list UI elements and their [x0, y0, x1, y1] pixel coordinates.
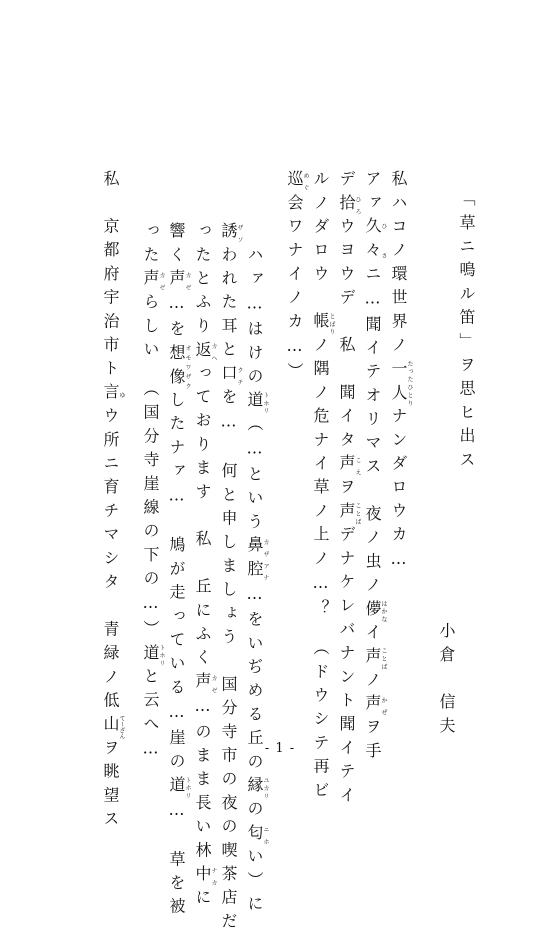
- ruby-base: 巡: [285, 170, 304, 194]
- text-run: …をいぢめる丘の: [245, 583, 264, 777]
- text-run: 「草ニ鳴ル笛」ヲ思ヒ出ス: [457, 190, 476, 475]
- ruby-annotated-word: [219, 364, 243, 388]
- ruby-reading: めぐ: [302, 170, 309, 194]
- text-run: 私ハコノ環世界ノ: [389, 170, 408, 360]
- text-run: ルノダロウ: [311, 170, 330, 313]
- ruby-base: 声: [363, 647, 382, 671]
- ruby-annotated-word: [337, 501, 361, 526]
- ruby-reading: かぜ: [380, 694, 387, 719]
- text-run: 小倉 信夫: [437, 622, 456, 741]
- ruby-annotated-word: [167, 343, 191, 391]
- ruby-reading: ザソ: [236, 222, 243, 246]
- text-run: の: [245, 800, 264, 824]
- ruby-base: 返: [193, 340, 212, 365]
- ruby-reading: カゼ: [158, 269, 165, 294]
- text-run: らしい （国分寺崖線の下の…）: [141, 293, 160, 644]
- ruby-reading: こえ: [354, 454, 361, 479]
- ruby-annotated-word: [337, 193, 361, 218]
- ruby-annotated-word: [141, 269, 165, 294]
- text-run: ノ: [363, 670, 382, 695]
- ruby-reading: とばり: [328, 312, 335, 336]
- text-run: （…という: [245, 414, 264, 537]
- ruby-base: 儚: [363, 599, 382, 624]
- ruby-annotated-word: [363, 217, 387, 265]
- body-col-2: [364, 170, 387, 766]
- text-run: ヲ手: [363, 718, 382, 766]
- ruby-reading: ゆ: [118, 383, 125, 407]
- author-column: [438, 622, 454, 741]
- ruby-annotated-word: [101, 714, 125, 739]
- ruby-annotated-word: [193, 340, 217, 365]
- ruby-reading: ユカリ: [262, 776, 269, 801]
- ruby-base: 鼻腔: [245, 536, 264, 584]
- ruby-annotated-word: [167, 269, 191, 294]
- ruby-annotated-word: [193, 864, 217, 889]
- text-run: 会ワナイノカ…）: [285, 193, 304, 387]
- text-run: ウ所ニ育チマシタ 青緑ノ低: [101, 407, 120, 716]
- ruby-base: 口: [219, 364, 238, 388]
- ruby-annotated-word: [245, 823, 269, 848]
- body-col-3: [338, 170, 361, 810]
- ruby-base: 道: [245, 391, 264, 415]
- text-run: ウヨウデ 私 聞イタ: [337, 217, 356, 455]
- text-run: ヲ: [337, 478, 356, 502]
- ruby-reading: ナカ: [210, 864, 217, 889]
- text-run: われた耳と: [219, 245, 238, 365]
- text-run: 私 京都府宇治市ト: [101, 170, 120, 384]
- ruby-base: 声: [337, 454, 356, 479]
- ruby-reading: ひさ: [380, 217, 387, 265]
- body-col-5: [286, 170, 309, 386]
- text-run: ったとふり: [193, 222, 212, 341]
- ruby-reading: ことば: [354, 501, 361, 526]
- text-run: ニ…聞イテオリマス 夜ノ虫ノ: [363, 264, 382, 600]
- ruby-reading: ひろ: [354, 193, 361, 218]
- body-col-11: [102, 170, 125, 834]
- body-col-1: [390, 170, 413, 576]
- ruby-annotated-word: [167, 776, 191, 800]
- text-run: 響く: [167, 222, 186, 270]
- ruby-annotated-word: [389, 359, 413, 408]
- ruby-reading: カゼ: [210, 672, 217, 697]
- ruby-base: 山: [101, 714, 120, 739]
- ruby-base: 道: [167, 776, 186, 800]
- body-col-7: [220, 222, 243, 936]
- ruby-annotated-word: [311, 312, 335, 336]
- text-run: … 草を被: [167, 799, 186, 922]
- ruby-reading: トホリ: [158, 643, 165, 668]
- ruby-base: 縁: [245, 776, 264, 801]
- text-run: ナンダロウカ: [389, 407, 408, 550]
- text-run: っております 私 丘にふく: [193, 364, 212, 673]
- body-col-4: [312, 170, 335, 805]
- ruby-base: 声: [337, 501, 356, 526]
- ruby-base: 声: [141, 269, 160, 294]
- ruby-reading: ことば: [380, 647, 387, 671]
- text-run: を… 何と申しましょう 国分寺市の夜の喫茶店だ: [219, 387, 238, 936]
- ruby-reading: ニホ: [262, 823, 269, 848]
- ruby-annotated-word: [219, 222, 243, 246]
- text-run: い）に: [245, 847, 264, 919]
- ruby-reading: トホリ: [262, 391, 269, 415]
- ruby-annotated-word: [245, 776, 269, 801]
- title-column: [458, 190, 474, 474]
- ruby-base: 匂: [245, 823, 264, 848]
- ruby-reading: クチ: [236, 364, 243, 388]
- ruby-base: 中: [193, 864, 212, 889]
- ruby-annotated-word: [245, 391, 269, 415]
- ruby-reading: たったひとり: [406, 359, 413, 407]
- ruby-annotated-word: [285, 170, 309, 194]
- text-run: デ: [337, 170, 356, 194]
- body-col-6: [246, 246, 269, 919]
- ruby-reading: はかな: [380, 599, 387, 624]
- ruby-base: 拾: [337, 193, 356, 218]
- ruby-reading: てーざん: [118, 714, 125, 739]
- text-run: った: [141, 222, 160, 270]
- body-col-10: [142, 222, 165, 765]
- ruby-annotated-word: [363, 599, 387, 624]
- text-run: と云へ…: [141, 667, 160, 766]
- ruby-base: 声: [363, 694, 382, 719]
- page-number: - 1 -: [264, 741, 296, 756]
- ruby-annotated-word: [337, 454, 361, 479]
- text-run: したナァ… 鳩が走っている…崖の: [167, 390, 186, 777]
- text-run: …: [389, 549, 408, 576]
- body-col-8: [194, 222, 217, 912]
- ruby-annotated-word: [141, 643, 165, 668]
- ruby-base: 声: [193, 672, 212, 697]
- ruby-annotated-word: [193, 672, 217, 697]
- ruby-reading: オモワザク: [184, 343, 191, 391]
- text-run: アァ: [363, 170, 382, 218]
- ruby-base: 誘: [219, 222, 238, 246]
- text-run: ヲ眺望ス: [101, 738, 120, 834]
- text-run: …のまま長い林: [193, 696, 212, 865]
- body-col-9: [168, 222, 191, 921]
- ruby-base: 道: [141, 643, 160, 668]
- ruby-base: 一人: [389, 359, 408, 408]
- ruby-annotated-word: [363, 694, 387, 719]
- ruby-reading: カヘ: [210, 340, 217, 365]
- text-run: に: [193, 888, 212, 913]
- ruby-annotated-word: [363, 647, 387, 671]
- ruby-base: 声: [167, 269, 186, 294]
- ruby-annotated-word: [101, 383, 125, 408]
- text-run: デナケレバナント聞イテイ: [337, 525, 356, 810]
- ruby-base: 帳: [311, 312, 330, 336]
- text-run: ハァ…はけの: [245, 246, 264, 392]
- ruby-annotated-word: [245, 536, 269, 584]
- ruby-base: 想像: [167, 343, 186, 391]
- ruby-reading: トホリ: [184, 776, 191, 800]
- text-run: ノ隅ノ危ナイ草ノ上ノ…？ （ドウシテ再ビ: [311, 335, 330, 805]
- ruby-reading: カゼ: [184, 269, 191, 294]
- text-run: イ: [363, 623, 382, 648]
- ruby-reading: カザアナ: [262, 536, 269, 584]
- ruby-base: 久々: [363, 217, 382, 265]
- ruby-base: 言: [101, 383, 120, 408]
- text-run: …を: [167, 293, 186, 344]
